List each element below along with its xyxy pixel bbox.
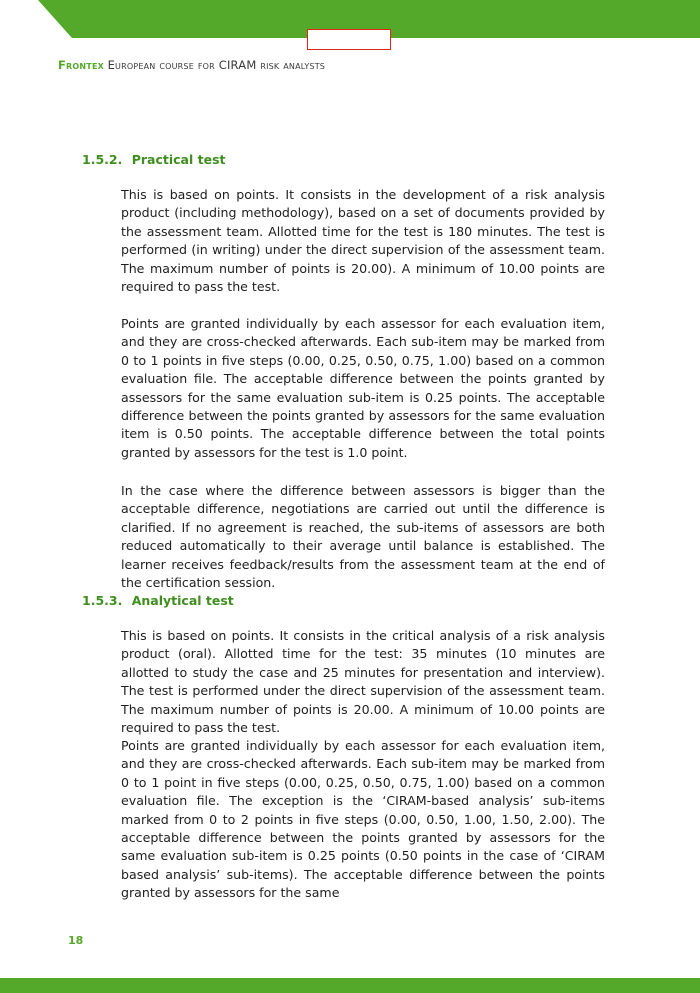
header-course-title: European course for CIRAM risk analysts xyxy=(107,58,326,72)
top-red-outlined-box xyxy=(307,29,391,50)
section-title: Practical test xyxy=(131,152,226,167)
section-number: 1.5.3. xyxy=(82,593,123,608)
paragraph: This is based on points. It consists in the development of a risk analysis product (including methodology), based on a set of documents provided by the assessment team. Allotted time for the test is 180 minutes. The test is performed (in writing) under the direct supervision of the assessment team. The maximum number of points is 20.00). A minimum of 10.00 points are required to pass the test. xyxy=(121,187,605,295)
running-header xyxy=(58,58,325,72)
section-heading-practical-test xyxy=(82,152,225,167)
bottom-green-bar xyxy=(0,978,700,993)
paragraph: Points are granted individually by each assessor for each evaluation item, and they are cross-checked afterwards. Each sub-item may be marked from 0 to 1 point in five steps (0.00, 0.25, 0.50, 0.75, 1.00) based on a common evaluation file. The exception is the ‘CIRAM-based analysis’ sub-items marked from 0 to 2 points in five steps (0.00, 0.50, 1.00, 1.50, 2.00). The acceptable difference between the points granted by assessors for the same evaluation sub-item is 0.25 points (0.50 points in the case of ‘CIRAM based analysis’ sub-items). The acceptable difference between the points granted by assessors for the same xyxy=(121,738,605,901)
paragraph: In the case where the difference between assessors is bigger than the acceptable difference, negotiations are carried out until the difference is clarified. If no agreement is reached, the sub-items of assessors are both reduced automatically to their average until balance is established. The learner receives feedback/results from the assessment team at the end of the certification session. xyxy=(121,483,605,591)
page-number: 18 xyxy=(68,934,84,947)
section-heading-analytical-test xyxy=(82,593,234,608)
paragraph: This is based on points. It consists in the critical analysis of a risk analysis product (oral). Allotted time for the test: 35 minutes (10 minutes are allotted to study the case and 25 minutes for presentation and interview). The test is performed under the direct supervision of the assessment team. The maximum number of points is 20.00. A minimum of 10.00 points are required to pass the test. xyxy=(121,628,605,736)
paragraph: Points are granted individually by each assessor for each evaluation item, and they are cross-checked afterwards. Each sub-item may be marked from 0 to 1 points in five steps (0.00, 0.25, 0.50, 0.75, 1.00) based on a common evaluation file. The acceptable difference between the points granted by assessors for the same evaluation sub-item is 0.25 points. The acceptable difference between the points granted by assessors for the same evaluation item is 0.50 points. The acceptable difference between the total points granted by assessors for the test is 1.0 point. xyxy=(121,316,605,460)
section-title: Analytical test xyxy=(131,593,234,608)
header-brand: Frontex xyxy=(58,58,105,72)
section-number: 1.5.2. xyxy=(82,152,123,167)
